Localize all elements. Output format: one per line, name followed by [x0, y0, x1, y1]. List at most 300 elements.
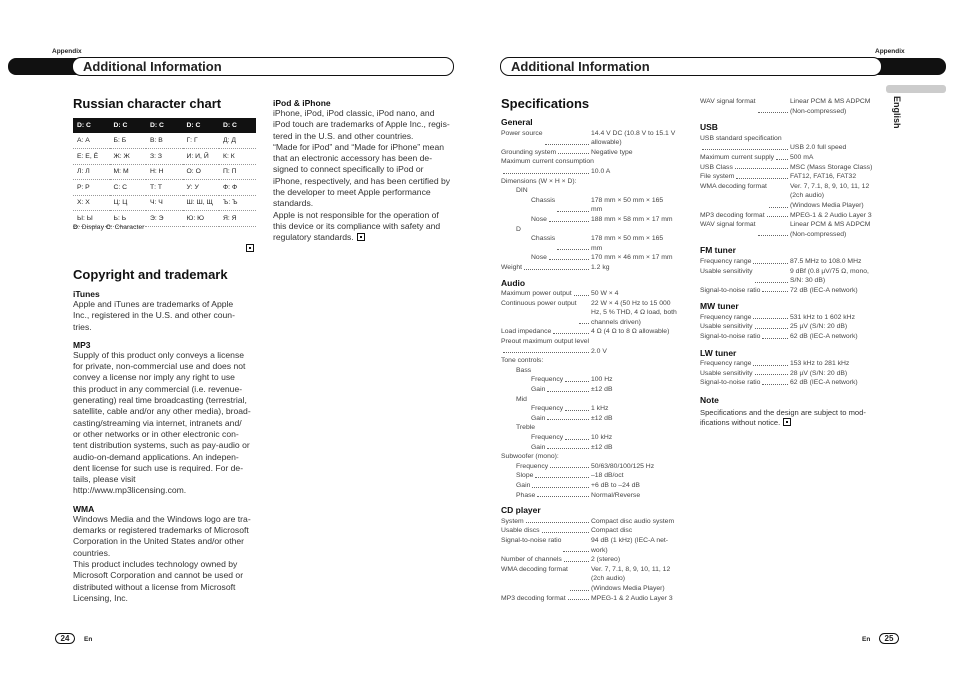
spec-row — [501, 196, 681, 215]
spec-label: Usable sensitivity — [700, 323, 753, 331]
spec-row — [501, 491, 681, 501]
text-line: generating) real time broadcasting (terrestrial, — [73, 395, 247, 406]
leader-dots — [547, 443, 589, 450]
leader-dots — [545, 129, 589, 145]
leader-dots — [753, 313, 788, 320]
spec-label: System — [501, 517, 524, 525]
leader-dots — [769, 182, 788, 208]
spec-value: 10 kHz — [591, 434, 613, 441]
spec-label: WAV signal format — [700, 98, 756, 105]
spec-value: 170 mm × 46 mm × 17 mm — [591, 254, 673, 262]
table-cell: П: П — [219, 164, 256, 180]
spec-label: Frequency — [531, 434, 564, 441]
spec-label: Signal-to-noise ratio — [700, 379, 761, 387]
text-line: Inc., registered in the U.S. and other coun- — [73, 310, 235, 321]
running-head-right: Appendix — [875, 48, 905, 55]
cd-specs — [501, 517, 681, 603]
table-cell: Ъ: Ъ — [219, 195, 256, 211]
russian-character-table — [73, 118, 256, 227]
text-line: tails, please visit — [73, 474, 136, 485]
spec-row — [700, 153, 880, 163]
spec-value: 50/63/80/100/125 Hz — [591, 462, 655, 470]
table-header-cell: D: C — [110, 118, 147, 133]
spec-value: 153 kHz to 281 kHz — [790, 360, 850, 368]
ipod-heading: iPod & iPhone — [273, 98, 331, 108]
text-line: casting/streaming via internet, intranets and/ — [73, 417, 242, 428]
leader-dots — [776, 153, 788, 160]
table-cell: Э: Э — [146, 211, 183, 227]
mw-specs — [700, 313, 880, 342]
text-line: tries. — [73, 321, 92, 332]
spec-label: Chassis — [531, 235, 556, 243]
leader-dots — [558, 148, 589, 155]
table-cell: У: У — [183, 180, 220, 196]
leader-dots — [579, 299, 589, 325]
table-cell: Р: Р — [73, 180, 110, 196]
text-line: signed to connect specifically to iPod or — [273, 164, 424, 175]
spec-label: Tone controls: — [501, 357, 544, 365]
spec-label: Grounding system — [501, 148, 557, 156]
spec-label: Bass — [516, 366, 532, 374]
spec-label: Subwoofer (mono): — [501, 453, 559, 461]
spec-row — [700, 172, 880, 182]
spec-label: Frequency range — [700, 313, 752, 321]
spec-value: MPEG-1 & 2 Audio Layer 3 — [591, 594, 673, 602]
spec-row — [501, 225, 681, 235]
mp3-heading: MP3 — [73, 339, 91, 350]
table-cell: Л: Л — [73, 164, 110, 180]
spec-label: Maximum power output — [501, 290, 572, 298]
spec-value: Ver. 7, 7.1, 8, 9, 10, 11, 12 (2ch audio) (Windows Media Player) — [591, 565, 671, 592]
spec-label: Usable sensitivity — [700, 267, 753, 275]
spec-row — [700, 220, 880, 239]
spec-label: Mid — [516, 395, 527, 403]
spec-value: ±12 dB — [591, 414, 613, 422]
spec-value: +6 dB to –24 dB — [591, 481, 640, 489]
spec-label: Gain — [516, 481, 531, 489]
spec-value: 2 (stereo) — [591, 556, 621, 564]
spec-row — [501, 452, 681, 462]
text-line: iPhone, respectively, and has been certified by — [273, 175, 451, 186]
spec-value: ±12 dB — [591, 443, 613, 451]
leader-dots — [557, 196, 589, 212]
table-cell: Е: Е, Ё — [73, 149, 110, 165]
russian-chart-title: Russian character chart — [73, 96, 222, 111]
fm-heading: FM tuner — [700, 245, 736, 256]
spec-label: Chassis — [531, 196, 556, 204]
table-cell: Т: Т — [146, 180, 183, 196]
leader-dots — [758, 97, 788, 113]
table-header-cell: D: C — [73, 118, 110, 133]
text-line: Corporation in the United States and/or other — [73, 536, 245, 547]
spec-row — [501, 404, 681, 414]
table-cell: С: С — [110, 180, 147, 196]
leader-dots — [549, 215, 589, 222]
spec-row — [501, 594, 681, 604]
text-line: that an electronic accessory has been de- — [273, 153, 433, 164]
table-legend: D: Display C: Character — [73, 224, 145, 231]
spec-value: Negative type — [591, 148, 633, 156]
spec-value: 14.4 V DC (10.8 V to 15.1 V allowable) — [591, 129, 676, 147]
table-row — [73, 164, 256, 180]
spec-row — [700, 182, 880, 211]
itunes-heading: iTunes — [73, 289, 100, 299]
fm-specs — [700, 257, 880, 295]
leader-dots — [565, 375, 589, 382]
spec-label: Phase — [516, 491, 536, 499]
text-line: This product includes technology owned by — [73, 558, 238, 569]
spec-value: 531 kHz to 1 602 kHz — [790, 313, 855, 321]
text-line: countries. — [73, 547, 111, 558]
spec-value: Compact disc audio system — [591, 517, 675, 525]
text-line: this device or its compliance with safety and — [273, 220, 441, 231]
leader-dots — [537, 491, 589, 498]
spec-value: FAT12, FAT16, FAT32 — [790, 173, 857, 181]
table-cell: Ж: Ж — [110, 149, 147, 165]
spec-row — [700, 211, 880, 221]
text-line: audio-on-demand applications. An indepen- — [73, 451, 239, 462]
spec-value: 178 mm × 50 mm × 165 mm — [591, 235, 664, 252]
table-row — [73, 195, 256, 211]
ipod-section — [273, 98, 463, 244]
spec-row — [501, 167, 681, 177]
text-line: iPod touch are trademarks of Apple Inc., regis- — [273, 119, 450, 130]
text-line: or other networks or in other electronic con- — [73, 428, 239, 439]
table-cell: И: И, Й — [183, 149, 220, 165]
spec-value: 10.0 A — [591, 167, 611, 175]
spec-value: ±12 dB — [591, 386, 613, 394]
spec-value: 28 µV (S/N: 20 dB) — [790, 369, 848, 377]
leader-dots — [755, 322, 788, 329]
spec-row — [501, 366, 681, 376]
table-cell: З: З — [146, 149, 183, 165]
table-cell: А: А — [73, 133, 110, 149]
leader-dots — [564, 555, 589, 562]
section-header-right: Additional Information — [500, 57, 882, 76]
spec-label: Weight — [501, 263, 523, 271]
spec-label: Preout maximum output level — [501, 338, 590, 346]
leader-dots — [503, 167, 589, 174]
spec-label: Dimensions (W × H × D): — [501, 177, 577, 185]
spec-label: Gain — [531, 386, 546, 394]
audio-heading: Audio — [501, 277, 526, 288]
leader-dots — [753, 359, 788, 366]
table-cell: Ф: Ф — [219, 180, 256, 196]
spec-row — [501, 299, 681, 328]
text-line: ifications without notice. — [700, 418, 880, 429]
text-line: regulatory standards. — [273, 232, 463, 243]
spec-row — [501, 186, 681, 196]
text-line: tent distribution systems, such as pay-audio or — [73, 440, 250, 451]
table-cell: Х: Х — [73, 195, 110, 211]
table-header-cell: D: C — [183, 118, 220, 133]
copyright-title: Copyright and trademark — [73, 267, 228, 282]
general-heading: General — [501, 117, 533, 127]
spec-label: Frequency range — [700, 257, 752, 265]
text-line: distributed without a license from Microsoft — [73, 581, 236, 592]
spec-value: 178 mm × 50 mm × 165 mm — [591, 196, 664, 214]
leader-dots — [755, 267, 788, 283]
spec-value: Linear PCM & MS ADPCM (Non-compressed) — [790, 98, 871, 115]
leader-dots — [503, 347, 589, 354]
spec-label: WAV signal format — [700, 221, 756, 229]
spec-row — [700, 143, 880, 153]
spec-value: 62 dB (IEC-A network) — [790, 333, 858, 341]
side-tab-bar — [886, 85, 946, 93]
table-cell: Ь: Ь — [110, 211, 147, 227]
spec-row — [501, 395, 681, 405]
spec-row — [501, 385, 681, 395]
leader-dots — [549, 253, 589, 260]
spec-label: Power source — [501, 129, 543, 137]
leader-dots — [735, 163, 788, 170]
leader-dots — [758, 220, 788, 236]
spec-row — [501, 433, 681, 443]
spec-value: Ver. 7, 7.1, 8, 9, 10, 11, 12 (2ch audio) (Windows Media Player) — [790, 182, 870, 209]
leader-dots — [532, 481, 589, 488]
table-cell: Ч: Ч — [146, 195, 183, 211]
note-heading: Note — [700, 395, 719, 406]
page-number-right: 25 — [879, 633, 899, 644]
spec-label: Load impedance — [501, 328, 552, 336]
spec-row — [501, 471, 681, 481]
spec-label: Gain — [531, 414, 546, 422]
table-cell: Б: Б — [110, 133, 147, 149]
spec-label: Frequency range — [700, 360, 752, 368]
leader-dots — [570, 565, 589, 591]
table-cell: Ы: Ы — [73, 211, 110, 227]
text-line: “Made for iPod” and “Made for iPhone” mean — [273, 141, 445, 152]
table-cell: Ю: Ю — [183, 211, 220, 227]
page-number-left: 24 — [55, 633, 75, 644]
spec-value: 1 kHz — [591, 405, 609, 413]
table-cell: В: В — [146, 133, 183, 149]
spec-label: Nose — [531, 215, 547, 223]
end-mark-icon — [246, 238, 254, 256]
copyright-section — [73, 289, 263, 604]
table-cell: М: М — [110, 164, 147, 180]
spec-label: Maximum current supply — [700, 153, 775, 161]
mp3-text — [73, 350, 263, 497]
end-mark-icon — [783, 418, 791, 426]
text-line: for private, non-commercial use and does not — [73, 361, 246, 372]
spec-value: 1.2 kg — [591, 263, 610, 271]
spec-value: Normal/Reverse — [591, 491, 641, 499]
spec-row — [700, 369, 880, 379]
leader-dots — [553, 327, 589, 334]
leader-dots — [736, 172, 788, 179]
leader-dots — [565, 433, 589, 440]
leader-dots — [535, 471, 589, 478]
spec-label: DIN — [516, 187, 528, 195]
text-line: http://www.mp3licensing.com. — [73, 485, 187, 496]
spec-row — [501, 148, 681, 158]
leader-dots — [762, 378, 788, 385]
spec-value: 2.0 V — [591, 347, 607, 355]
text-line: Windows Media and the Windows logo are tra- — [73, 513, 251, 524]
spec-value: 25 µV (S/N: 20 dB) — [790, 323, 848, 331]
spec-row — [501, 129, 681, 148]
leader-dots — [547, 414, 589, 421]
spec-row — [501, 414, 681, 424]
spec-label: File system — [700, 173, 735, 181]
text-line: demarks or registered trademarks of Microsoft — [73, 525, 249, 536]
leader-dots — [574, 289, 589, 296]
spec-value: Compact disc — [591, 527, 633, 535]
lw-specs — [700, 359, 880, 388]
wav-specs — [700, 97, 880, 116]
spec-row — [501, 423, 681, 433]
text-line: Apple and iTunes are trademarks of Apple — [73, 299, 234, 309]
leader-dots — [767, 211, 788, 218]
spec-row — [700, 332, 880, 342]
spec-label: Continuous power output — [501, 299, 577, 307]
spec-label: D — [516, 225, 521, 233]
spec-row — [501, 157, 681, 167]
leader-dots — [542, 526, 589, 533]
spec-label: Signal-to-noise ratio — [700, 286, 761, 294]
usb-heading: USB — [700, 122, 718, 133]
spec-row — [700, 267, 880, 286]
spec-value: 50 W × 4 — [591, 290, 619, 298]
table-cell: Н: Н — [146, 164, 183, 180]
text-line: satellite, cable and/or any other media), broad- — [73, 406, 251, 417]
text-line: Licensing, Inc. — [73, 592, 128, 603]
usb-specs — [700, 134, 880, 240]
spec-row — [501, 289, 681, 299]
spec-value: 94 dB (1 kHz) (IEC-A net- work) — [591, 536, 669, 554]
spec-row — [501, 517, 681, 527]
text-line: the developer to meet Apple performance — [273, 187, 431, 198]
spec-row — [700, 286, 880, 296]
leader-dots — [702, 143, 788, 150]
table-row — [73, 149, 256, 165]
spec-value: 72 dB (IEC-A network) — [790, 286, 858, 294]
spec-label: USB Class — [700, 163, 733, 171]
wma-text — [73, 514, 263, 604]
spec-value: 100 Hz — [591, 376, 613, 384]
spec-row — [501, 375, 681, 385]
spec-value: 22 W × 4 (50 Hz to 15 000 Hz, 5 % THD, 4 Ω load, both channels driven) — [591, 299, 677, 326]
spec-row — [501, 215, 681, 225]
table-cell: Г: Г — [183, 133, 220, 149]
table-row — [73, 133, 256, 149]
spec-label: Number of channels — [501, 556, 562, 564]
end-mark-icon — [357, 233, 365, 241]
wma-heading: WMA — [73, 503, 95, 514]
spec-label: Gain — [531, 443, 546, 451]
spec-label: WMA decoding format — [501, 565, 568, 573]
leader-dots — [565, 404, 589, 411]
table-cell: Д: Д — [219, 133, 256, 149]
spec-value: MPEG-1 & 2 Audio Layer 3 — [790, 211, 872, 219]
spec-value: Linear PCM & MS ADPCM (Non-compressed) — [790, 221, 871, 238]
lw-heading: LW tuner — [700, 347, 737, 358]
leader-dots — [524, 263, 589, 270]
spec-label: MP3 decoding format — [700, 211, 765, 219]
spec-label: WMA decoding format — [700, 182, 767, 190]
spec-label: Frequency — [516, 462, 549, 470]
spec-label: Maximum current consumption — [501, 158, 594, 166]
cd-heading: CD player — [501, 505, 541, 516]
spec-row — [501, 347, 681, 357]
leader-dots — [753, 257, 788, 264]
leader-dots — [547, 385, 589, 392]
table-header-cell: D: C — [219, 118, 256, 133]
text-line: this product in any commercial (i.e. revenue- — [73, 383, 243, 394]
spec-label: Nose — [531, 254, 547, 262]
spec-value: MSC (Mass Storage Class) — [790, 163, 873, 171]
mw-heading: MW tuner — [700, 301, 739, 312]
table-cell: Ц: Ц — [110, 195, 147, 211]
text-line: iPhone, iPod, iPod classic, iPod nano, and — [273, 108, 435, 118]
spec-row — [501, 327, 681, 337]
spec-row — [700, 257, 880, 267]
itunes-text — [73, 299, 263, 333]
section-header-left: Additional Information — [72, 57, 454, 76]
spec-row — [501, 263, 681, 273]
spec-row — [501, 555, 681, 565]
spec-label: Signal-to-noise ratio — [700, 333, 761, 341]
spec-row — [700, 163, 880, 173]
spec-row — [501, 253, 681, 263]
table-row — [73, 180, 256, 196]
spec-label: Usable sensitivity — [700, 369, 753, 377]
spec-row — [700, 359, 880, 369]
spec-column-2 — [700, 97, 880, 429]
spec-value: 62 dB (IEC-A network) — [790, 379, 858, 387]
spec-value: 188 mm × 58 mm × 17 mm — [591, 215, 673, 223]
spec-value: 4 Ω (4 Ω to 8 Ω allowable) — [591, 328, 670, 336]
spec-row — [700, 378, 880, 388]
spec-label: Frequency — [531, 405, 564, 413]
spec-label: Frequency — [531, 376, 564, 384]
spec-row — [501, 443, 681, 453]
leader-dots — [762, 286, 788, 293]
spec-row — [700, 313, 880, 323]
text-line: Specifications and the design are subject to mod- — [700, 407, 866, 417]
lang-label-right: En — [862, 636, 871, 643]
text-line: standards. — [273, 198, 314, 209]
spec-value: 500 mA — [790, 153, 814, 161]
table-cell: О: О — [183, 164, 220, 180]
spec-value: USB 2.0 full speed — [790, 144, 847, 152]
ipod-text — [273, 108, 463, 244]
leader-dots — [568, 594, 589, 601]
spec-label: Signal-to-noise ratio — [501, 536, 562, 544]
spec-row — [700, 322, 880, 332]
spec-value: 87.5 MHz to 108.0 MHz — [790, 257, 862, 265]
spec-row — [501, 356, 681, 366]
spec-row — [501, 565, 681, 594]
leader-dots — [563, 536, 589, 552]
spec-row — [501, 462, 681, 472]
text-line: dent license for such use is required. For de- — [73, 462, 244, 473]
specifications-title: Specifications — [501, 96, 590, 111]
leader-dots — [550, 462, 589, 469]
spec-value: –18 dB/oct — [591, 472, 624, 480]
spec-label: Usable discs — [501, 527, 540, 535]
general-specs — [501, 129, 681, 273]
audio-specs — [501, 289, 681, 500]
spec-row — [501, 481, 681, 491]
spec-column-1 — [501, 118, 681, 603]
spec-label: USB standard specification — [700, 134, 782, 142]
spec-label: Slope — [516, 472, 534, 480]
spec-row — [501, 177, 681, 187]
spec-row — [501, 234, 681, 253]
side-tab-english: English — [892, 96, 902, 129]
